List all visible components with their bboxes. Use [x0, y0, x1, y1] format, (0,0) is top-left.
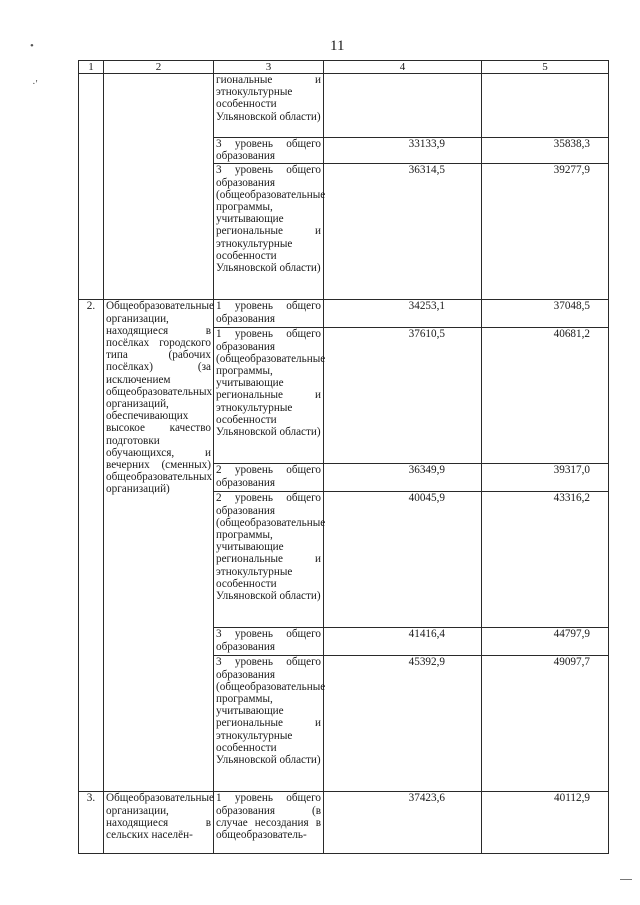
value-col-4: 37610,5: [324, 328, 482, 464]
value-col-4: 45392,9: [324, 656, 482, 792]
value-col-4: 40045,9: [324, 492, 482, 628]
table-row: [79, 792, 609, 854]
table-row: [79, 74, 609, 138]
page-number: 11: [330, 38, 345, 54]
header-col-2: 2: [104, 61, 214, 74]
organization-cell: Общеобразовательные организации, находящиеся в посёлках городского типа (рабочих посёлках) (за исключением общеобразовательных организаций, обеспечивающих высокое качество подготовки обучающихся, и вечерних (сменных) общеобразовательных организаций): [104, 300, 214, 792]
row-number-cell: 3.: [79, 792, 104, 854]
row-number-cell: [79, 74, 104, 300]
level-description: 2 уровень общего образования: [214, 464, 324, 492]
header-col-4: 4: [324, 61, 482, 74]
level-description: 3 уровень общего образования (общеобразовательные программы, учитывающие региональные и этнокультурные особенности Ульяновской области): [214, 164, 324, 300]
value-col-4: 37423,6: [324, 792, 482, 854]
level-description: 2 уровень общего образования (общеобразовательные программы, учитывающие региональные и этнокультурные особенности Ульяновской области): [214, 492, 324, 628]
tariff-table: [78, 60, 609, 854]
value-col-4: 36314,5: [324, 164, 482, 300]
margin-dot: •: [30, 40, 34, 52]
level-description: 3 уровень общего образования: [214, 138, 324, 164]
value-col-5: 43316,2: [482, 492, 609, 628]
organization-cell: [104, 74, 214, 300]
table-row: [79, 300, 609, 328]
level-description: 1 уровень общего образования (в случае несоздания в общеобразователь-: [214, 792, 324, 854]
value-col-5: [482, 74, 609, 138]
value-col-5: 44797,9: [482, 628, 609, 656]
margin-dash: [620, 879, 632, 880]
level-description: 1 уровень общего образования (общеобразовательные программы, учитывающие региональные и этнокультурные особенности Ульяновской области): [214, 328, 324, 464]
value-col-5: 49097,7: [482, 656, 609, 792]
value-col-5: 39317,0: [482, 464, 609, 492]
level-description: 1 уровень общего образования: [214, 300, 324, 328]
header-col-1: 1: [79, 61, 104, 74]
value-col-4: 36349,9: [324, 464, 482, 492]
row-number-cell: 2.: [79, 300, 104, 792]
header-col-3: 3: [214, 61, 324, 74]
level-description: гиональные и этнокультурные особенности Ульяновской области): [214, 74, 324, 138]
value-col-5: 39277,9: [482, 164, 609, 300]
level-description: 3 уровень общего образования: [214, 628, 324, 656]
margin-tick: ·': [32, 78, 38, 90]
header-col-5: 5: [482, 61, 609, 74]
value-col-5: 37048,5: [482, 300, 609, 328]
header-row: [79, 61, 609, 74]
value-col-4: 34253,1: [324, 300, 482, 328]
value-col-4: 41416,4: [324, 628, 482, 656]
value-col-5: 35838,3: [482, 138, 609, 164]
value-col-4: [324, 74, 482, 138]
value-col-4: 33133,9: [324, 138, 482, 164]
value-col-5: 40112,9: [482, 792, 609, 854]
level-description: 3 уровень общего образования (общеобразовательные программы, учитывающие региональные и этнокультурные особенности Ульяновской области): [214, 656, 324, 792]
organization-cell: Общеобразовательные организации, находящиеся в сельских населён-: [104, 792, 214, 854]
value-col-5: 40681,2: [482, 328, 609, 464]
